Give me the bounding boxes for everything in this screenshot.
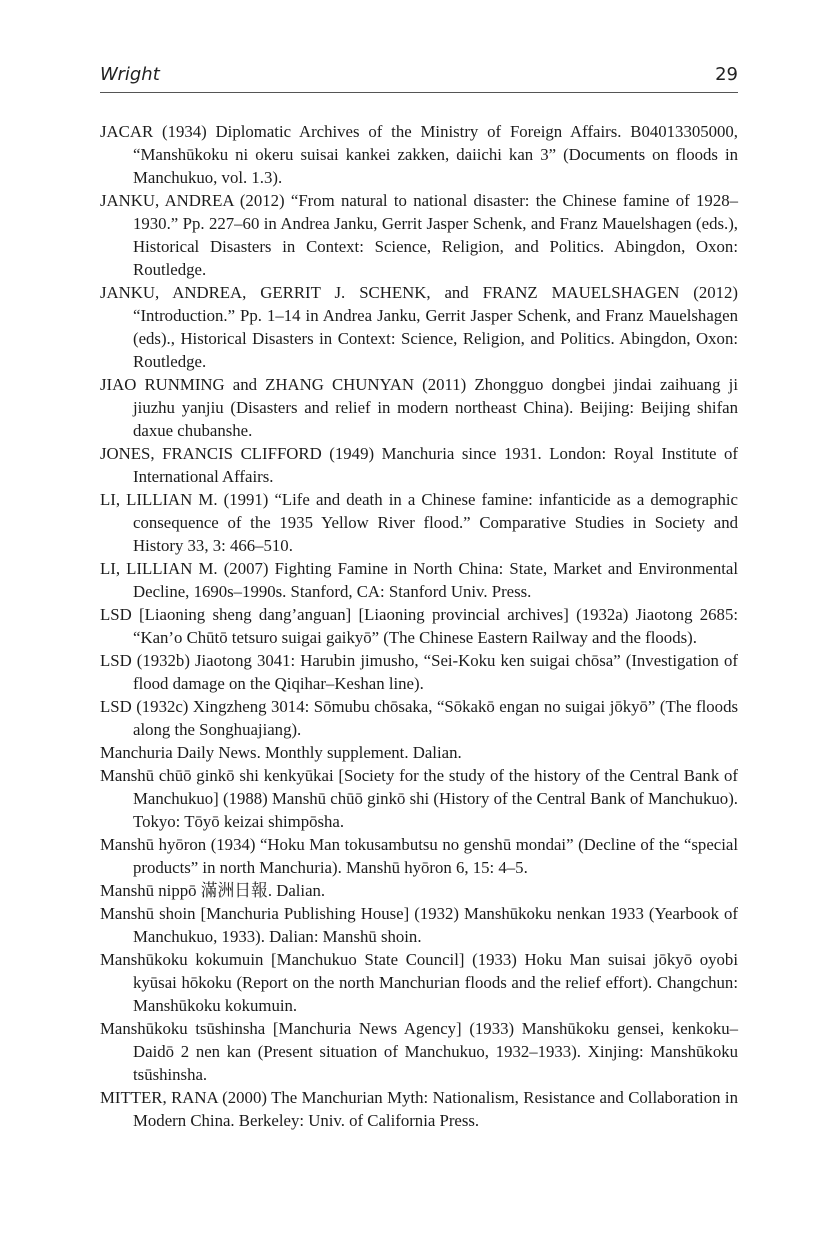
reference-entry: Manshū chūō ginkō shi kenkyūkai [Society for the study of the history of the Central Bank of Manchukuo] (1988) Manshū chūō ginkō shi (History of the Central Bank of Manchukuo). Tokyo: Tōyō keizai shimpōsha.: [100, 766, 738, 831]
reference-entry: JANKU, ANDREA (2012) “From natural to national disaster: the Chinese famine of 1928–1930.” Pp. 227–60 in Andrea Janku, Gerrit Jasper Schenk, and Franz Mauelshagen (eds.), Historical Disasters in Context: Science, Religion, and Politics. Abingdon, Oxon: Routledge.: [100, 191, 738, 279]
reference-entry: Manshūkoku tsūshinsha [Manchuria News Agency] (1933) Manshūkoku gensei, kenkoku–Daidō 2 nen kan (Present situation of Manchukuo, 1932–1933). Xinjing: Manshūkoku tsūshinsha.: [100, 1019, 738, 1084]
reference-entry: Manchuria Daily News. Monthly supplement. Dalian.: [100, 743, 462, 762]
reference-entry: LI, LILLIAN M. (1991) “Life and death in a Chinese famine: infanticide as a demographic consequence of the 1935 Yellow River flood.” Comparative Studies in Society and History 33, 3: 466–510.: [100, 490, 738, 555]
running-head: [100, 62, 738, 93]
page-number: 29: [715, 64, 738, 85]
reference-entry: Manshū hyōron (1934) “Hoku Man tokusambutsu no genshū mondai” (Decline of the “special products” in north Manchuria). Manshū hyōron 6, 15: 4–5.: [100, 835, 738, 877]
reference-entry: MITTER, RANA (2000) The Manchurian Myth: Nationalism, Resistance and Collaboration in Modern China. Berkeley: Univ. of California Press.: [100, 1088, 738, 1130]
reference-list: [100, 120, 738, 1132]
reference-entry: LSD [Liaoning sheng dang’anguan] [Liaoning provincial archives] (1932a) Jiaotong 2685: “Kan’o Chūtō tetsuro suigai gaikyō” (The Chinese Eastern Railway and the floods).: [100, 605, 738, 647]
reference-entry: LSD (1932b) Jiaotong 3041: Harubin jimusho, “Sei-Koku ken suigai chōsa” (Investigation of flood damage on the Qiqihar–Keshan line).: [100, 651, 738, 693]
reference-entry: LSD (1932c) Xingzheng 3014: Sōmubu chōsaka, “Sōkakō engan no suigai jōkyō” (The floods along the Songhuajiang).: [100, 697, 738, 739]
reference-entry: JANKU, ANDREA, GERRIT J. SCHENK, and FRANZ MAUELSHAGEN (2012) “Introduction.” Pp. 1–14 in Andrea Janku, Gerrit Jasper Schenk, and Franz Mauelshagen (eds)., Historical Disasters in Context: Science, Religion, and Politics. Abingdon, Oxon: Routledge.: [100, 283, 738, 371]
running-head-author: Wright: [100, 64, 160, 85]
reference-entry: JACAR (1934) Diplomatic Archives of the Ministry of Foreign Affairs. B04013305000, “Manshūkoku ni okeru suisai kankei zakken, daiichi kan 3” (Documents on floods in Manchukuo, vol. 1.3).: [100, 122, 738, 187]
reference-entry: Manshūkoku kokumuin [Manchukuo State Council] (1933) Hoku Man suisai jōkyō oyobi kyūsai hōkoku (Report on the north Manchurian floods and the relief effort). Changchun: Manshūkoku kokumuin.: [100, 950, 738, 1015]
reference-entry: Manshū nippō 滿洲日報. Dalian.: [100, 881, 326, 900]
reference-entry: JIAO RUNMING and ZHANG CHUNYAN (2011) Zhongguo dongbei jindai zaihuang ji jiuzhu yanjiu (Disasters and relief in modern northeast China). Beijing: Beijing shifan daxue chubanshe.: [100, 375, 738, 440]
reference-entry: LI, LILLIAN M. (2007) Fighting Famine in North China: State, Market and Environmental Decline, 1690s–1990s. Stanford, CA: Stanford Univ. Press.: [100, 559, 738, 601]
reference-entry: Manshū shoin [Manchuria Publishing House] (1932) Manshūkoku nenkan 1933 (Yearbook of Manchukuo, 1933). Dalian: Manshū shoin.: [100, 904, 738, 946]
reference-entry: JONES, FRANCIS CLIFFORD (1949) Manchuria since 1931. London: Royal Institute of International Affairs.: [100, 444, 738, 486]
